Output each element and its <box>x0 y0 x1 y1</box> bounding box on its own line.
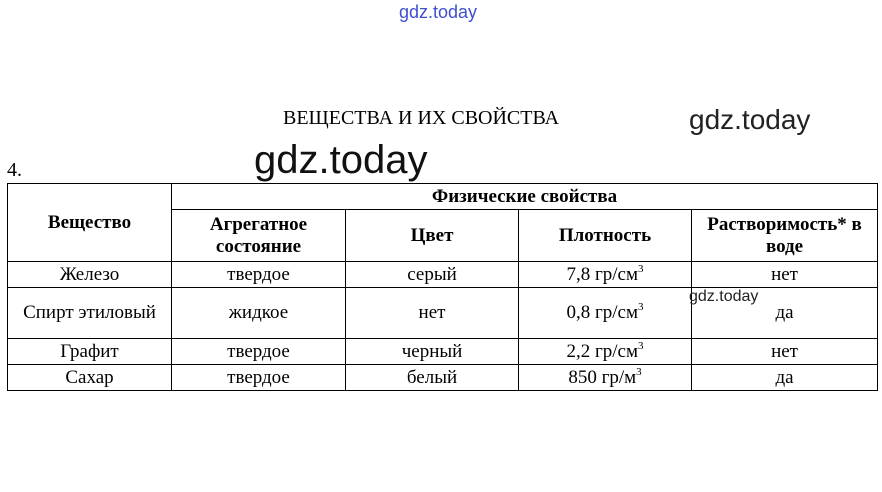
header-color: Цвет <box>346 210 519 262</box>
watermark-right: gdz.today <box>689 104 811 135</box>
cell-density <box>519 365 692 391</box>
cell-substance: Спирт этиловый <box>8 288 172 339</box>
density-value: 0,8 гр/см <box>566 302 639 323</box>
density-value: 2,2 гр/см <box>566 340 639 362</box>
watermark-top: gdz.today <box>399 2 478 22</box>
density-value: 7,8 гр/см <box>566 263 639 285</box>
density-exponent: 3 <box>638 301 644 313</box>
cell-state: твердое <box>172 262 346 288</box>
cell-color: нет <box>346 288 519 339</box>
task-number: 4. <box>7 159 22 181</box>
properties-table <box>7 183 878 391</box>
density-value: 850 гр/м <box>568 366 637 388</box>
cell-color: белый <box>346 365 519 391</box>
cell-state: твердое <box>172 365 346 391</box>
cell-state: твердое <box>172 339 346 365</box>
document-title: ВЕЩЕСТВА И ИХ СВОЙСТВА <box>283 107 560 129</box>
cell-density <box>519 288 692 339</box>
cell-substance: Графит <box>8 339 172 365</box>
table-row <box>8 339 878 365</box>
density-exponent: 3 <box>636 365 642 378</box>
watermark-big: gdz.today <box>254 138 428 182</box>
density-exponent: 3 <box>638 339 644 352</box>
cell-solubility: да <box>692 288 878 339</box>
cell-color: черный <box>346 339 519 365</box>
table-row <box>8 365 878 391</box>
cell-substance: Железо <box>8 262 172 288</box>
cell-solubility: да <box>692 365 878 391</box>
cell-density <box>519 262 692 288</box>
header-density: Плотность <box>519 210 692 262</box>
header-solubility: Растворимость* в воде <box>692 210 878 262</box>
header-physical-properties: Физические свойства <box>172 184 878 210</box>
table-header-row-1 <box>8 184 878 210</box>
cell-density <box>519 339 692 365</box>
cell-solubility: нет <box>692 339 878 365</box>
cell-substance: Сахар <box>8 365 172 391</box>
header-state: Агрегатное состояние <box>172 210 346 262</box>
cell-color: серый <box>346 262 519 288</box>
header-substance: Вещество <box>8 184 172 262</box>
cell-state: жидкое <box>172 288 346 339</box>
density-exponent: 3 <box>638 262 644 275</box>
watermark-small: gdz.today <box>689 288 759 305</box>
table-row <box>8 262 878 288</box>
cell-solubility: нет <box>692 262 878 288</box>
